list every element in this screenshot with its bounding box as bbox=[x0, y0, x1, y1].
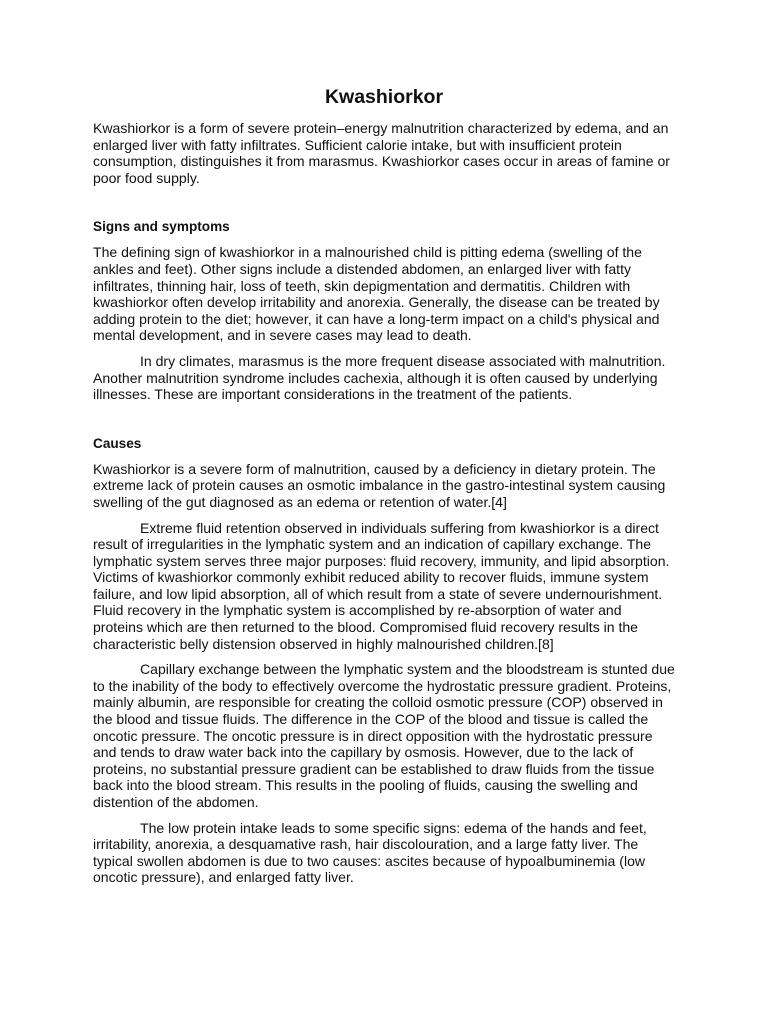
section-spacer bbox=[93, 186, 675, 219]
document-page bbox=[93, 84, 675, 886]
section-heading-signs-and-symptoms: Signs and symptoms bbox=[93, 219, 230, 235]
page-title: Kwashiorkor bbox=[324, 86, 444, 108]
body-paragraph: The low protein intake leads to some specific signs: edema of the hands and feet, irritability, anorexia, a desquamative rash, hair discolouration, and a large fatty liver. The typical swollen abdomen is due to two causes: ascites because of hypoalbuminemia (low oncotic pressure), and enlarged fatty liver. bbox=[93, 819, 647, 886]
body-paragraph: In dry climates, marasmus is the more frequent disease associated with malnutrition. Another malnutrition syndrome includes cachexia, although it is often caused by underlying illnesses. These are important considerations in the treatment of the patients. bbox=[93, 352, 666, 403]
body-paragraph: Capillary exchange between the lymphatic system and the bloodstream is stunted due to the inability of the body to effectively overcome the hydrostatic pressure gradient. Proteins, mainly albumin, are responsible for creating the colloid osmotic pressure (COP) observed in the blood and tissue fluids. The difference in the COP of the blood and tissue is called the oncotic pressure. The oncotic pressure is in direct opposition with the hydrostatic pressure and tends to draw water back into the capillary by osmosis. However, due to the lack of proteins, no substantial pressure gradient can be established to draw fluids from the tissue back into the blood stream. This results in the pooling of fluids, causing the swelling and distention of the abdomen. bbox=[93, 661, 675, 810]
body-paragraph: Extreme fluid retention observed in individuals suffering from kwashiorkor is a direct result of irregularities in the lymphatic system and an indication of capillary exchange. The lymphatic system serves three major purposes: fluid recovery, immunity, and lipid absorption. Victims of kwashiorkor commonly exhibit reduced ability to recover fluids, immune system failure, and low lipid absorption, all of which result from a state of severe undernourishment. Fluid recovery in the lymphatic system is accomplished by re-absorption of water and proteins which are then returned to the blood. Compromised fluid recovery results in the characteristic belly distension observed in highly malnourished children.[8] bbox=[93, 519, 670, 652]
section-spacer bbox=[93, 403, 675, 436]
body-paragraph: Kwashiorkor is a severe form of malnutrition, caused by a deficiency in dietary protein. The extreme lack of protein causes an osmotic imbalance in the gastro-intestinal system causing swelling of the gut diagnosed as an edema or retention of water.[4] bbox=[93, 460, 666, 510]
body-paragraph: The defining sign of kwashiorkor in a malnourished child is pitting edema (swelling of the ankles and feet). Other signs include a distended abdomen, an enlarged liver with fatty infiltrates, thinning hair, loss of teeth, skin depigmentation and dermatitis. Children with kwashiorkor often develop irritability and anorexia. Generally, the disease can be treated by adding protein to the diet; however, it can have a long-term impact on a child's physical and mental development, and in severe cases may lead to death. bbox=[93, 244, 660, 344]
intro-paragraph: Kwashiorkor is a form of severe protein–energy malnutrition characterized by edema, and an enlarged liver with fatty infiltrates. Sufficient calorie intake, but with insufficient protein consumption, distinguishes it from marasmus. Kwashiorkor cases occur in areas of famine or poor food supply. bbox=[93, 120, 670, 186]
section-heading-causes: Causes bbox=[93, 435, 142, 451]
